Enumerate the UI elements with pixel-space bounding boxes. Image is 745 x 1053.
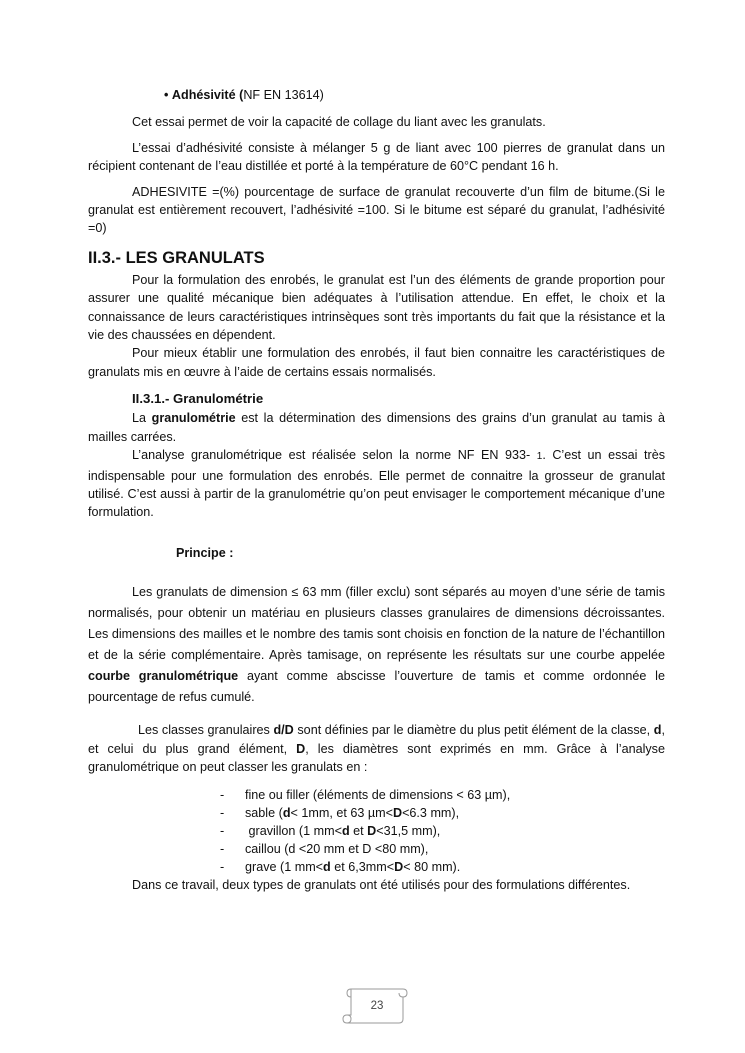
- item-text: < 80 mm).: [403, 860, 461, 875]
- granulometrie-norme: [88, 446, 665, 522]
- classes-list: [220, 786, 665, 876]
- norme-part: 1: [536, 451, 543, 463]
- item-text: et 6,3mm<: [330, 860, 395, 875]
- item-bold: D: [367, 824, 377, 839]
- term-courbe-granulometrique: courbe granulométrique: [88, 669, 239, 684]
- adhesivite-title: Adhésivité (: [171, 88, 244, 102]
- dash-glyph: -: [220, 842, 225, 857]
- term-granulometrie: granulométrie: [151, 411, 236, 426]
- dash-glyph: -: [220, 860, 225, 875]
- classes-c: sont définies par le diamètre du plus petit élément de la classe,: [293, 723, 654, 738]
- norme-pre: L’analyse granulométrique est réalisée selon la norme NF EN 933-: [132, 448, 537, 463]
- def-post: est la détermination des dimensions des grains d’un granulat au tamis à mailles carrées.: [88, 411, 665, 444]
- classes-granulaires-text: [88, 721, 665, 776]
- adhesivite-norm: NF EN 13614): [243, 88, 324, 102]
- item-bold: D: [394, 860, 404, 875]
- granulats-essais: Pour mieux établir une formulation des enrobés, il faut bien connaitre les caractéristiques de granulats mis en œuvre à l’aide de certains essais normalisés.: [88, 346, 665, 379]
- item-text: caillou (d <20 mm et D <80 mm),: [245, 842, 429, 857]
- item-text: sable (: [245, 806, 283, 821]
- item-text: < 1mm, et 63 µm<: [290, 806, 393, 821]
- adhesivite-intro: Cet essai permet de voir la capacité de collage du liant avec les granulats.: [132, 115, 546, 130]
- dash-glyph: -: [220, 788, 225, 803]
- granulats-intro: Pour la formulation des enrobés, le granulat est l’un des éléments de grande proportion pour assurer une qualité mécanique bien adéquates à l’utilisation attendue. En effet, le choix et la connaissance de leurs caractéristiques intrinsèques sont très importants du fait que la résistance et la vie des chaussées en dépendent.: [88, 272, 665, 343]
- item-text: gravillon (1 mm<: [245, 824, 342, 839]
- adhesivite-definition: ADHESIVITE =(%) pourcentage de surface de granulat recouverte d’un film de bitume.(Si le granulat est entièrement recouvert, l’adhésivité =100. Si le bitume est séparé du granulat, l’adhésivité =0): [88, 184, 665, 236]
- classes-d: d: [653, 723, 662, 738]
- classes-g: , les diamètres sont exprimés en mm. Grâce à l’analyse granulométrique on peut classer les granulats en :: [88, 741, 665, 774]
- list-item-gravillon: [220, 822, 665, 840]
- classes-e: , et celui du plus grand élément,: [88, 723, 665, 756]
- item-text: <6.3 mm),: [402, 806, 460, 821]
- subsection-title-granulometrie: II.3.1.- Granulométrie: [132, 391, 264, 407]
- item-text: <31,5 mm),: [376, 824, 441, 839]
- list-item-caillou: [220, 840, 665, 858]
- item-text: et: [349, 824, 368, 839]
- principe-label: Principe :: [176, 545, 234, 560]
- adhesivite-method: L’essai d’adhésivité consiste à mélanger 5 g de liant avec 100 pierres de granulat dans un récipient contenant de l’eau distillée et porté à la température de 60°C pendant 16 h.: [88, 140, 665, 174]
- dash-glyph: -: [220, 806, 225, 821]
- item-bold: d: [341, 824, 350, 839]
- bullet-glyph: •: [164, 88, 169, 102]
- section-title-granulats: II.3.- LES GRANULATS: [88, 248, 265, 267]
- principe-pre: Les granulats de dimension ≤ 63 mm (filler exclu) sont séparés au moyen d’une série de tamis normalisés, pour obtenir un matériau en plusieurs classes granulaires de dimensions décroissantes. Les dimensions des mailles et le nombre des tamis sont choisis en fonction de la nature de l’échantillon et de la série complémentaire. Après tamisage, on représente les résultats sur une courbe appelée: [88, 585, 665, 663]
- item-text: grave (1 mm<: [245, 860, 324, 875]
- classes-D: D: [296, 741, 306, 756]
- classes-a: Les classes granulaires: [138, 723, 274, 738]
- list-item-sable: [220, 804, 665, 822]
- item-bold: D: [392, 806, 403, 821]
- item-text: fine ou filler (éléments de dimensions < 63 µm),: [245, 788, 511, 803]
- dash-glyph: -: [220, 824, 225, 839]
- page-body: [88, 86, 665, 895]
- page-number: 23: [370, 1000, 384, 1012]
- list-item-grave: [220, 858, 665, 876]
- item-bold: d: [323, 860, 331, 875]
- norme-post: . C’est un essai très indispensable pour une formulation des enrobés. Elle permet de connaitre la grosseur de granulat utilisé. C’est aussi à partir de la granulométrie qu’on peut envisager le comportement mécanique d’une formulation.: [88, 448, 665, 520]
- list-item-fine: [220, 786, 665, 804]
- principe-post: ayant comme abscisse l’ouverture de tamis et comme ordonnée le pourcentage de refus cumulé.: [88, 669, 665, 705]
- classes-dD: d/D: [273, 723, 294, 738]
- item-bold: d: [282, 806, 291, 821]
- granulometrie-definition: [88, 409, 665, 446]
- adhesivite-heading: [88, 86, 665, 104]
- page-footer: [341, 983, 409, 1025]
- closing-paragraph: Dans ce travail, deux types de granulats ont été utilisés pour des formulations différentes.: [132, 878, 631, 893]
- def-pre: La: [132, 411, 152, 426]
- principe-text: [88, 582, 665, 708]
